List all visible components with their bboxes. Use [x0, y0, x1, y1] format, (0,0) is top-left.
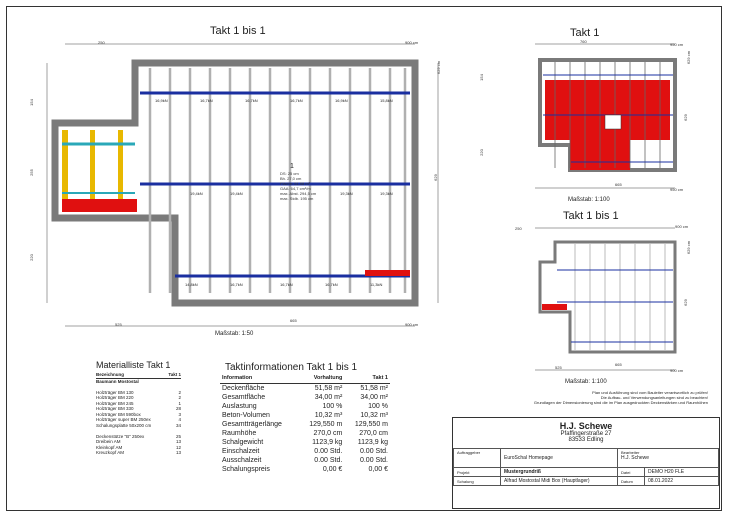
main-dim-top-a: 250 [98, 40, 105, 45]
main-dim-left-b: 255 [28, 169, 34, 176]
info-row [220, 393, 390, 402]
info-value: 270,0 cm [359, 430, 388, 437]
svg-text:max. Abst. 294,5 cm: max. Abst. 294,5 cm [280, 191, 317, 196]
info-value: 0.00 Std. [314, 457, 343, 464]
info-label: Gesamtfläche [222, 394, 266, 401]
materials-table [96, 372, 181, 456]
info-value: 270,0 cm [313, 430, 343, 437]
projekt-value: Mustergrundriß [501, 468, 618, 477]
company-street: Pfaffingerstraße 27 [560, 431, 612, 437]
datei-label: Datei [618, 468, 645, 477]
info-row [220, 402, 390, 411]
info-value: 34,00 m² [314, 394, 343, 401]
material-name: Holzträger BM 330 [96, 406, 134, 411]
company-name: H.J. Schewe [559, 421, 613, 431]
info-value: 1123,9 kg [312, 439, 343, 446]
info-row [220, 465, 390, 474]
tr-dim-top: 760 [580, 39, 587, 44]
main-dim-bottom-b: 665 [290, 318, 297, 323]
note-line: Die Aufbau- und Verwendungsanleitungen sind zu beachten! [600, 395, 708, 400]
info-value: 129,550 m [309, 421, 343, 428]
info-value: 51,58 m² [360, 385, 388, 392]
svg-text:DS: 25 cm: DS: 25 cm [280, 171, 299, 176]
svg-text:19,4kN: 19,4kN [190, 191, 203, 196]
br-dim-top-a: 250 [515, 226, 522, 231]
info-row [220, 447, 390, 456]
svg-text:16,7kN: 16,7kN [245, 98, 258, 103]
top-right-plan-title: Takt 1 [570, 27, 600, 39]
info-value: 0.00 Std. [359, 457, 388, 464]
bearbeiter-label: Bearbeiter [621, 450, 640, 455]
svg-text:14,8kN: 14,8kN [185, 282, 198, 287]
svg-text:16,9kN: 16,9kN [155, 98, 168, 103]
projekt-label: Projekt [454, 468, 501, 477]
svg-text:16,7kN: 16,7kN [290, 98, 303, 103]
svg-text:16,7kN: 16,7kN [200, 98, 213, 103]
material-qty: 28 [175, 406, 181, 411]
tr-dim-right: 629 cm [686, 50, 692, 65]
info-row [220, 411, 390, 420]
br-dim-bottom-a: 525 [555, 365, 562, 370]
material-name: Holzträger BM 220 [96, 395, 134, 400]
info-value: 100 % [368, 403, 388, 410]
info-label: Deckenfläche [222, 385, 265, 392]
info-value: 0.00 Std. [314, 448, 343, 455]
materials-col1-header: Bezeichnung [96, 372, 125, 377]
bottom-right-plan [475, 222, 705, 382]
title-block-table [453, 448, 719, 486]
info-value: 129,550 m [354, 421, 388, 428]
info-value: 100 % [322, 403, 343, 410]
main-dim-right-b: 629 [432, 174, 438, 181]
info-label: Einschalzeit [222, 448, 260, 455]
material-name: Holzträger BM 590box [96, 411, 141, 417]
main-plan-scale: Maßstab: 1:50 [215, 331, 254, 337]
main-dim-left-c: 220 [28, 254, 34, 261]
info-header-row [220, 374, 390, 384]
material-qty: 13 [175, 439, 181, 444]
main-plan-title: Takt 1 bis 1 [210, 25, 266, 37]
svg-text:11,3kN: 11,3kN [370, 282, 383, 287]
br-dim-right-b: 629 [682, 299, 688, 306]
info-value: 51,58 m² [314, 385, 343, 392]
svg-text:max. Stdb. 195 cm: max. Stdb. 195 cm [280, 196, 314, 201]
company-city: 83533 Edling [568, 437, 604, 443]
tr-dim-bottom-b: 950 cm [670, 187, 684, 192]
info-header-0: Information [222, 375, 253, 381]
main-dim-left-a: 154 [28, 99, 34, 106]
info-value: 0,00 € [368, 466, 388, 473]
schalung-value: Alfrad Mostostal Midi Box (Hauptlager) [501, 477, 618, 486]
schalung-label: Schalung [454, 477, 501, 486]
material-name: Kleinkopf AM [96, 444, 123, 450]
material-qty: 4 [178, 417, 181, 422]
auftraggeber-value: EuroSchal Homepage [501, 449, 618, 468]
tr-dim-left-a: 154 [478, 74, 484, 81]
material-qty: 2 [178, 395, 181, 400]
svg-text:16,7kN: 16,7kN [280, 282, 293, 287]
datei-value: DEMO H20 FLE [645, 468, 719, 477]
material-qty: 13 [175, 450, 181, 455]
info-row [220, 420, 390, 429]
materials-section: Baumann Mostostal [96, 378, 139, 384]
material-qty: 25 [175, 433, 181, 439]
svg-text:16,7kN: 16,7kN [325, 282, 338, 287]
info-table [220, 374, 390, 474]
info-row [220, 456, 390, 465]
material-name: Kreuzkopf AM [96, 450, 125, 455]
svg-text:1: 1 [290, 163, 294, 170]
br-dim-top-b: 900 cm [675, 224, 689, 229]
tr-dim-top-b: 950 cm [670, 42, 684, 47]
svg-text:Bh. 27,0 cm: Bh. 27,0 cm [280, 176, 302, 181]
materials-title: Materialliste Takt 1 [96, 360, 171, 370]
bearbeiter-cell [618, 449, 719, 468]
datum-label: Datum [618, 477, 645, 486]
material-qty: 2 [178, 389, 181, 395]
info-label: Schalungspreis [222, 466, 270, 473]
bearbeiter-value: H.J. Schewe [621, 455, 650, 461]
material-name: Dreibein AM [96, 439, 121, 444]
svg-text:Fläche: 51,58 m²: Fläche: 51,58 m² [280, 181, 311, 186]
tr-dim-right-b: 629 [682, 114, 688, 121]
auftraggeber-label: Auftraggeber [454, 449, 501, 468]
info-value: 1123,9 kg [357, 439, 388, 446]
tr-dim-bottom: 665 [615, 182, 622, 187]
info-header-2: Takt 1 [372, 375, 388, 381]
svg-text:16,9kN: 16,9kN [335, 98, 348, 103]
info-label: Auslastung [222, 403, 257, 410]
info-label: Raumhöhe [222, 430, 257, 437]
info-label: Beton-Volumen [222, 412, 270, 419]
br-dim-right: 629 cm [686, 240, 692, 255]
info-value: 0.00 Std. [359, 448, 388, 455]
svg-text:19,3kN: 19,3kN [340, 191, 353, 196]
top-right-plan-scale: Maßstab: 1:100 [568, 197, 610, 203]
note-line: Grundlagen der Dimensionierung sind die im Plan ausgedruckten Deckenstärken und Raumhöhen [533, 400, 708, 405]
svg-text:19,4kN: 19,4kN [230, 191, 243, 196]
info-label: Schalgewicht [222, 439, 264, 446]
info-value: 0,00 € [322, 466, 343, 473]
main-dim-right-a: 629 cm [436, 60, 442, 75]
info-title: Taktinformationen Takt 1 bis 1 [225, 362, 358, 373]
svg-text:15,8kN: 15,8kN [380, 98, 393, 103]
br-dim-bottom-b: 665 [615, 362, 622, 367]
materials-col2-header: Takt 1 [168, 372, 181, 377]
info-row [220, 384, 390, 394]
material-name: Holzträger super BM 250ex [96, 417, 151, 422]
material-name: Holzträger BM 130 [96, 389, 134, 395]
note-line: Plan und Ausführung sind vom Bauleiter verantwortlich zu prüfen! [592, 390, 708, 395]
material-name: Holzträger BM 245 [96, 400, 134, 406]
top-right-plan [475, 40, 705, 200]
svg-text:19,3kN: 19,3kN [380, 191, 393, 196]
main-dim-bottom-a: 525 [115, 322, 122, 327]
info-value: 34,00 m² [360, 394, 388, 401]
info-header-1: Vorhaltung [313, 375, 343, 381]
bottom-right-plan-title: Takt 1 bis 1 [563, 210, 619, 222]
info-row [220, 438, 390, 447]
main-dim-top-b: 900 cm [405, 40, 419, 45]
info-value: 10,32 m³ [360, 412, 388, 419]
material-qty: 3 [178, 411, 181, 417]
material-name: Schalungsplatte 50x200 cm [96, 422, 152, 428]
main-plan [40, 38, 450, 338]
svg-text:16,7kN: 16,7kN [230, 282, 243, 287]
material-name: Deckenstütze "B" 250ex [96, 433, 145, 439]
tr-dim-left-b: 220 [478, 149, 484, 156]
title-block [452, 417, 720, 509]
info-value: 10,32 m³ [314, 412, 343, 419]
info-label: Gesamtträgerlänge [222, 421, 282, 428]
material-qty: 34 [175, 422, 181, 428]
info-label: Ausschalzeit [222, 457, 262, 464]
main-dim-bottom-c: 900 cm [405, 322, 419, 327]
bottom-right-plan-scale: Maßstab: 1:100 [565, 379, 607, 385]
br-dim-bottom-c: 900 cm [670, 368, 684, 373]
material-qty: 12 [175, 444, 181, 450]
note-block [534, 390, 708, 405]
datum-value: 08.01.2022 [645, 477, 719, 486]
material-row [96, 450, 181, 456]
material-qty: 1 [178, 400, 181, 406]
svg-text:GAA: 64,7 cm²/m: GAA: 64,7 cm²/m [280, 186, 311, 191]
info-row [220, 429, 390, 438]
